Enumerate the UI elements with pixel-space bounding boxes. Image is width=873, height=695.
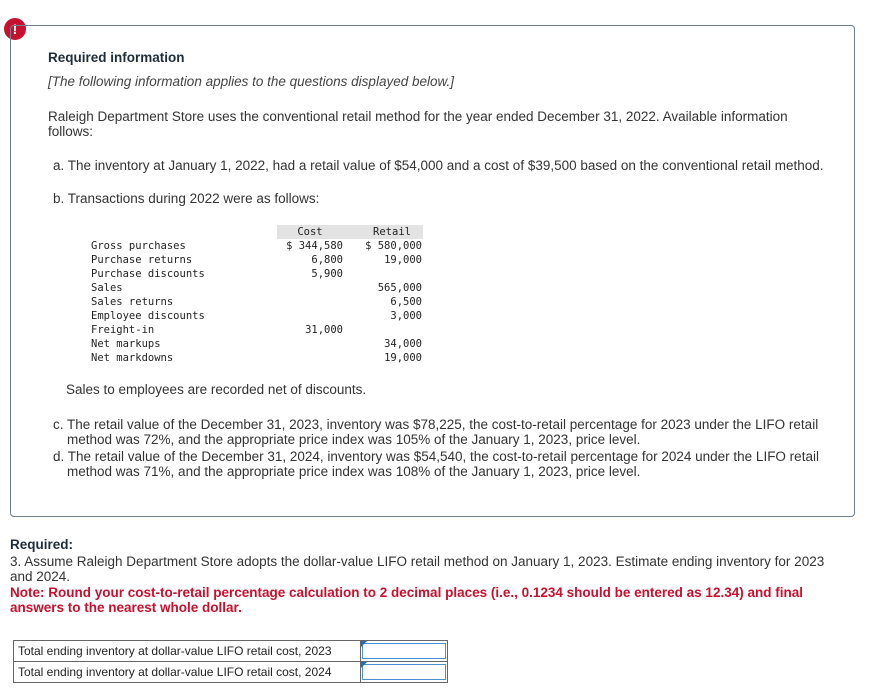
- inventory-2023-input[interactable]: [362, 643, 446, 659]
- transaction-retail: 565,000: [377, 282, 422, 294]
- transaction-retail: 19,000: [384, 352, 422, 364]
- transaction-cost: [277, 281, 346, 295]
- transaction-cost: 31,000: [305, 324, 343, 336]
- transaction-row: [91, 239, 423, 253]
- answer-table: [13, 640, 448, 683]
- transaction-label: Freight-in: [91, 324, 155, 336]
- transaction-retail: 6,500: [390, 296, 422, 308]
- transaction-label: Gross purchases: [91, 240, 186, 252]
- transaction-row: [91, 323, 423, 337]
- transaction-retail: $ 580,000: [365, 240, 422, 252]
- transaction-row: [91, 267, 423, 281]
- info-item-b: b. Transactions during 2022 were as follows:: [53, 191, 320, 206]
- rounding-note: Note: Round your cost-to-retail percentage calculation to 2 decimal places (i.e., 0.1234 should be entered as 12.34) and final answers to the nearest whole dollar.: [10, 585, 803, 615]
- answer-label-2024: Total ending inventory at dollar-value LIFO retail cost, 2024: [14, 662, 361, 683]
- required-question: 3. Assume Raleigh Department Store adopts the dollar-value LIFO retail method on January 1, 2023. Estimate ending inventory for 2023 and 2024.: [10, 554, 825, 584]
- answer-label-2023: Total ending inventory at dollar-value LIFO retail cost, 2023: [14, 641, 361, 662]
- cost-header: Cost: [277, 225, 346, 239]
- employee-note: Sales to employees are recorded net of discounts.: [66, 382, 367, 397]
- transaction-retail: 19,000: [384, 254, 422, 266]
- retail-header: Retail: [362, 225, 423, 239]
- exclamation-icon: !: [4, 18, 26, 40]
- transaction-label: Sales: [91, 282, 123, 294]
- transaction-cost: $ 344,580: [286, 240, 343, 252]
- transaction-label: Purchase returns: [91, 254, 193, 266]
- transaction-cost: 6,800: [311, 254, 343, 266]
- inventory-2024-input[interactable]: [362, 664, 446, 680]
- transaction-label: Net markdowns: [91, 352, 174, 364]
- transaction-label: Purchase discounts: [91, 268, 205, 280]
- info-intro: Raleigh Department Store uses the conventional retail method for the year ended December 31, 2022. Available information follows:: [48, 109, 788, 139]
- transaction-retail: [362, 323, 423, 337]
- required-label: Required:: [10, 537, 74, 552]
- transaction-row: [91, 337, 423, 351]
- info-item-a: a. The inventory at January 1, 2022, had a retail value of $54,000 and a cost of $39,500 based on the conventional retail method.: [53, 158, 824, 173]
- transaction-retail: 3,000: [390, 310, 422, 322]
- transactions-table: [91, 225, 423, 365]
- transaction-retail: [362, 267, 423, 281]
- info-item-d: d. The retail value of the December 31, 2024, inventory was $54,540, the cost-to-retail percentage for 2024 under the LIFO retail method was 71%, and the appropriate price index was 108% of the January 1, 2023, price level.: [53, 449, 819, 479]
- input-flag-icon: [361, 641, 367, 647]
- transaction-row: [91, 253, 423, 267]
- transaction-label: Net markups: [91, 338, 161, 350]
- transaction-cost: [277, 337, 346, 351]
- transaction-row: [91, 295, 423, 309]
- transaction-row: [91, 281, 423, 295]
- transaction-cost: 5,900: [311, 268, 343, 280]
- answer-row: [14, 641, 448, 662]
- transaction-cost: [277, 309, 346, 323]
- transaction-cost: [277, 295, 346, 309]
- info-item-c: c. The retail value of the December 31, 2023, inventory was $78,225, the cost-to-retail percentage for 2023 under the LIFO retail method was 72%, and the appropriate price index was 105% of the January 1, 2023, price level.: [53, 417, 819, 447]
- transaction-cost: [277, 351, 346, 365]
- input-flag-icon: [361, 662, 367, 668]
- info-title: Required information: [48, 50, 185, 65]
- transaction-retail: 34,000: [384, 338, 422, 350]
- transaction-row: [91, 351, 423, 365]
- info-subtitle: [The following information applies to the questions displayed below.]: [48, 74, 454, 89]
- transaction-label: Sales returns: [91, 296, 174, 308]
- answer-row: [14, 662, 448, 683]
- transaction-row: [91, 309, 423, 323]
- transaction-label: Employee discounts: [91, 310, 205, 322]
